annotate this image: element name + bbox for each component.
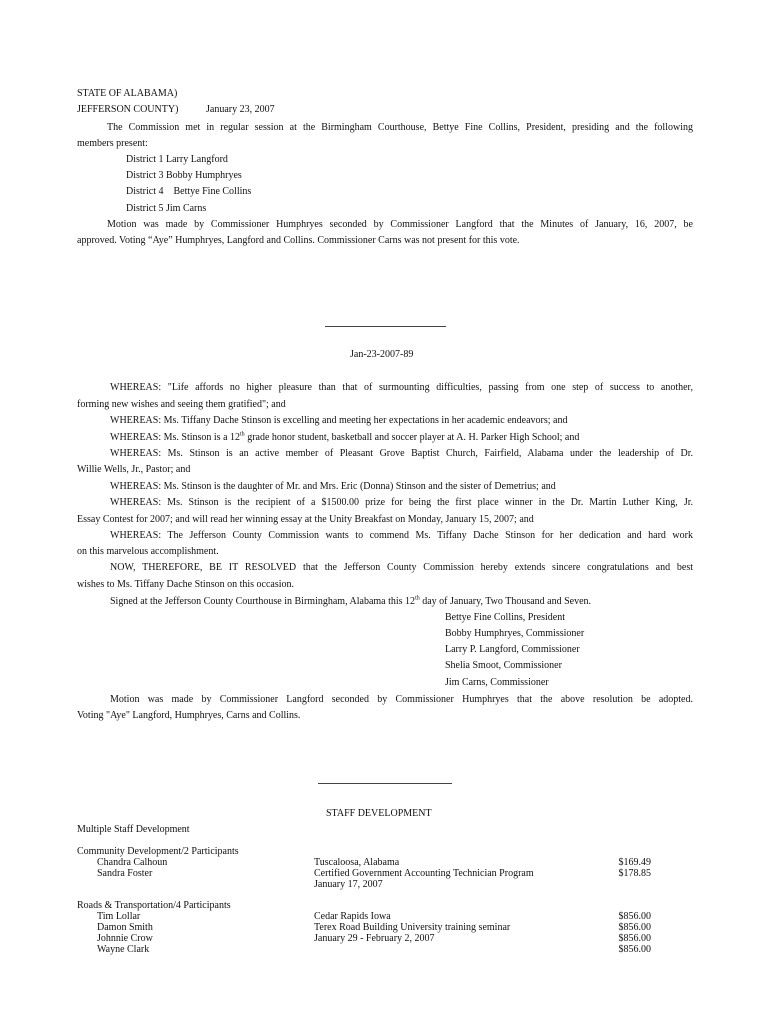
minutes-motion-line2: approved. Voting “Aye” Humphryes, Langford and Collins. Commissioner Carns was not present for this vote. <box>77 235 520 246</box>
whereas-1-line1: WHEREAS: "Life affords no higher pleasure than that of surmounting difficulties, passing from one step of success to another, <box>110 382 693 393</box>
whereas-4-line2: Willie Wells, Jr., Pastor; and <box>77 464 191 475</box>
resolved-line1: NOW, THEREFORE, BE IT RESOLVED that the Jefferson County Commission hereby extends sincere congratulations and best <box>110 562 693 573</box>
whereas-1-line2: forming new wishes and seeing them gratified"; and <box>77 399 286 410</box>
section-divider <box>318 783 452 784</box>
intro-text-line2: members present: <box>77 138 148 149</box>
signatory: Larry P. Langford, Commissioner <box>445 644 580 655</box>
participant-name: Johnnie Crow <box>97 933 153 944</box>
participant-name: Chandra Calhoun <box>97 857 168 868</box>
whereas-2: WHEREAS: Ms. Tiffany Dache Stinson is excelling and meeting her expectations in her academic endeavors; and <box>110 415 568 426</box>
cost-amount: $856.00 <box>618 922 651 933</box>
participant-name: Wayne Clark <box>97 944 150 955</box>
signed-line: Signed at the Jefferson County Courthouse in Birmingham, Alabama this 12th day of January, Two Thousand and Seven. <box>110 595 592 607</box>
resolution-motion-line2: Voting "Aye" Langford, Humphryes, Carns and Collins. <box>77 710 301 721</box>
minutes-motion-line1: Motion was made by Commissioner Humphryes seconded by Commissioner Langford that the Minutes of January, 16, 2007, be <box>107 219 693 230</box>
cost-amount: $169.49 <box>618 857 651 868</box>
staff-development-title: STAFF DEVELOPMENT <box>326 808 432 819</box>
training-detail: January 29 - February 2, 2007 <box>314 933 435 944</box>
member-district-3: District 3 Bobby Humphryes <box>126 170 242 181</box>
training-detail: Terex Road Building University training seminar <box>314 922 511 933</box>
whereas-7-line1: WHEREAS: The Jefferson County Commission wants to commend Ms. Tiffany Dache Stinson for her dedication and hard work <box>110 530 693 541</box>
participant-name: Sandra Foster <box>97 868 153 879</box>
staff-development-subtitle: Multiple Staff Development <box>77 824 190 835</box>
whereas-6-line1: WHEREAS: Ms. Stinson is the recipient of a $1500.00 prize for being the first place winner in the Dr. Martin Luther King, Jr. <box>110 497 693 508</box>
cost-amount: $856.00 <box>618 911 651 922</box>
resolved-line2: wishes to Ms. Tiffany Dache Stinson on this occasion. <box>77 579 295 590</box>
group-heading: Roads & Transportation/4 Participants <box>77 900 231 911</box>
signatory: Bobby Humphryes, Commissioner <box>445 628 585 639</box>
state-line: STATE OF ALABAMA) <box>77 88 178 99</box>
whereas-3: WHEREAS: Ms. Stinson is a 12th grade honor student, basketball and soccer player at A. H. Parker High School; and <box>110 431 580 443</box>
group-heading: Community Development/2 Participants <box>77 846 239 857</box>
resolution-motion-line1: Motion was made by Commissioner Langford seconded by Commissioner Humphryes that the above resolution be adopted. <box>110 694 693 705</box>
cost-amount: $178.85 <box>618 868 651 879</box>
county-line: JEFFERSON COUNTY) <box>77 104 179 115</box>
whereas-5: WHEREAS: Ms. Stinson is the daughter of Mr. and Mrs. Eric (Donna) Stinson and the sister of Demetrius; and <box>110 481 556 492</box>
intro-text-line1: The Commission met in regular session at the Birmingham Courthouse, Bettye Fine Collins, President, presiding and the following <box>107 122 693 133</box>
signatory: Shelia Smoot, Commissioner <box>445 660 562 671</box>
whereas-6-line2: Essay Contest for 2007; and will read her winning essay at the Unity Breakfast on Monday, January 15, 2007; and <box>77 514 534 525</box>
training-detail: Certified Government Accounting Technician Program <box>314 868 534 879</box>
meeting-date: January 23, 2007 <box>206 104 275 115</box>
section-divider <box>325 326 446 327</box>
participant-name: Damon Smith <box>97 922 153 933</box>
signatory: Jim Carns, Commissioner <box>445 677 549 688</box>
member-district-1: District 1 Larry Langford <box>126 154 228 165</box>
cost-amount: $856.00 <box>618 933 651 944</box>
training-detail: Cedar Rapids Iowa <box>314 911 391 922</box>
training-detail: Tuscaloosa, Alabama <box>314 857 400 868</box>
training-detail: January 17, 2007 <box>314 879 383 890</box>
participant-name: Tim Lollar <box>97 911 141 922</box>
whereas-4-line1: WHEREAS: Ms. Stinson is an active member of Pleasant Grove Baptist Church, Fairfield, Alabama under the leadership of Dr. <box>110 448 693 459</box>
whereas-7-line2: on this marvelous accomplishment. <box>77 546 219 557</box>
member-district-5: District 5 Jim Carns <box>126 203 207 214</box>
resolution-number: Jan-23-2007-89 <box>350 349 414 360</box>
member-district-4: District 4 Bettye Fine Collins <box>126 186 252 197</box>
signatory: Bettye Fine Collins, President <box>445 612 565 623</box>
cost-amount: $856.00 <box>618 944 651 955</box>
